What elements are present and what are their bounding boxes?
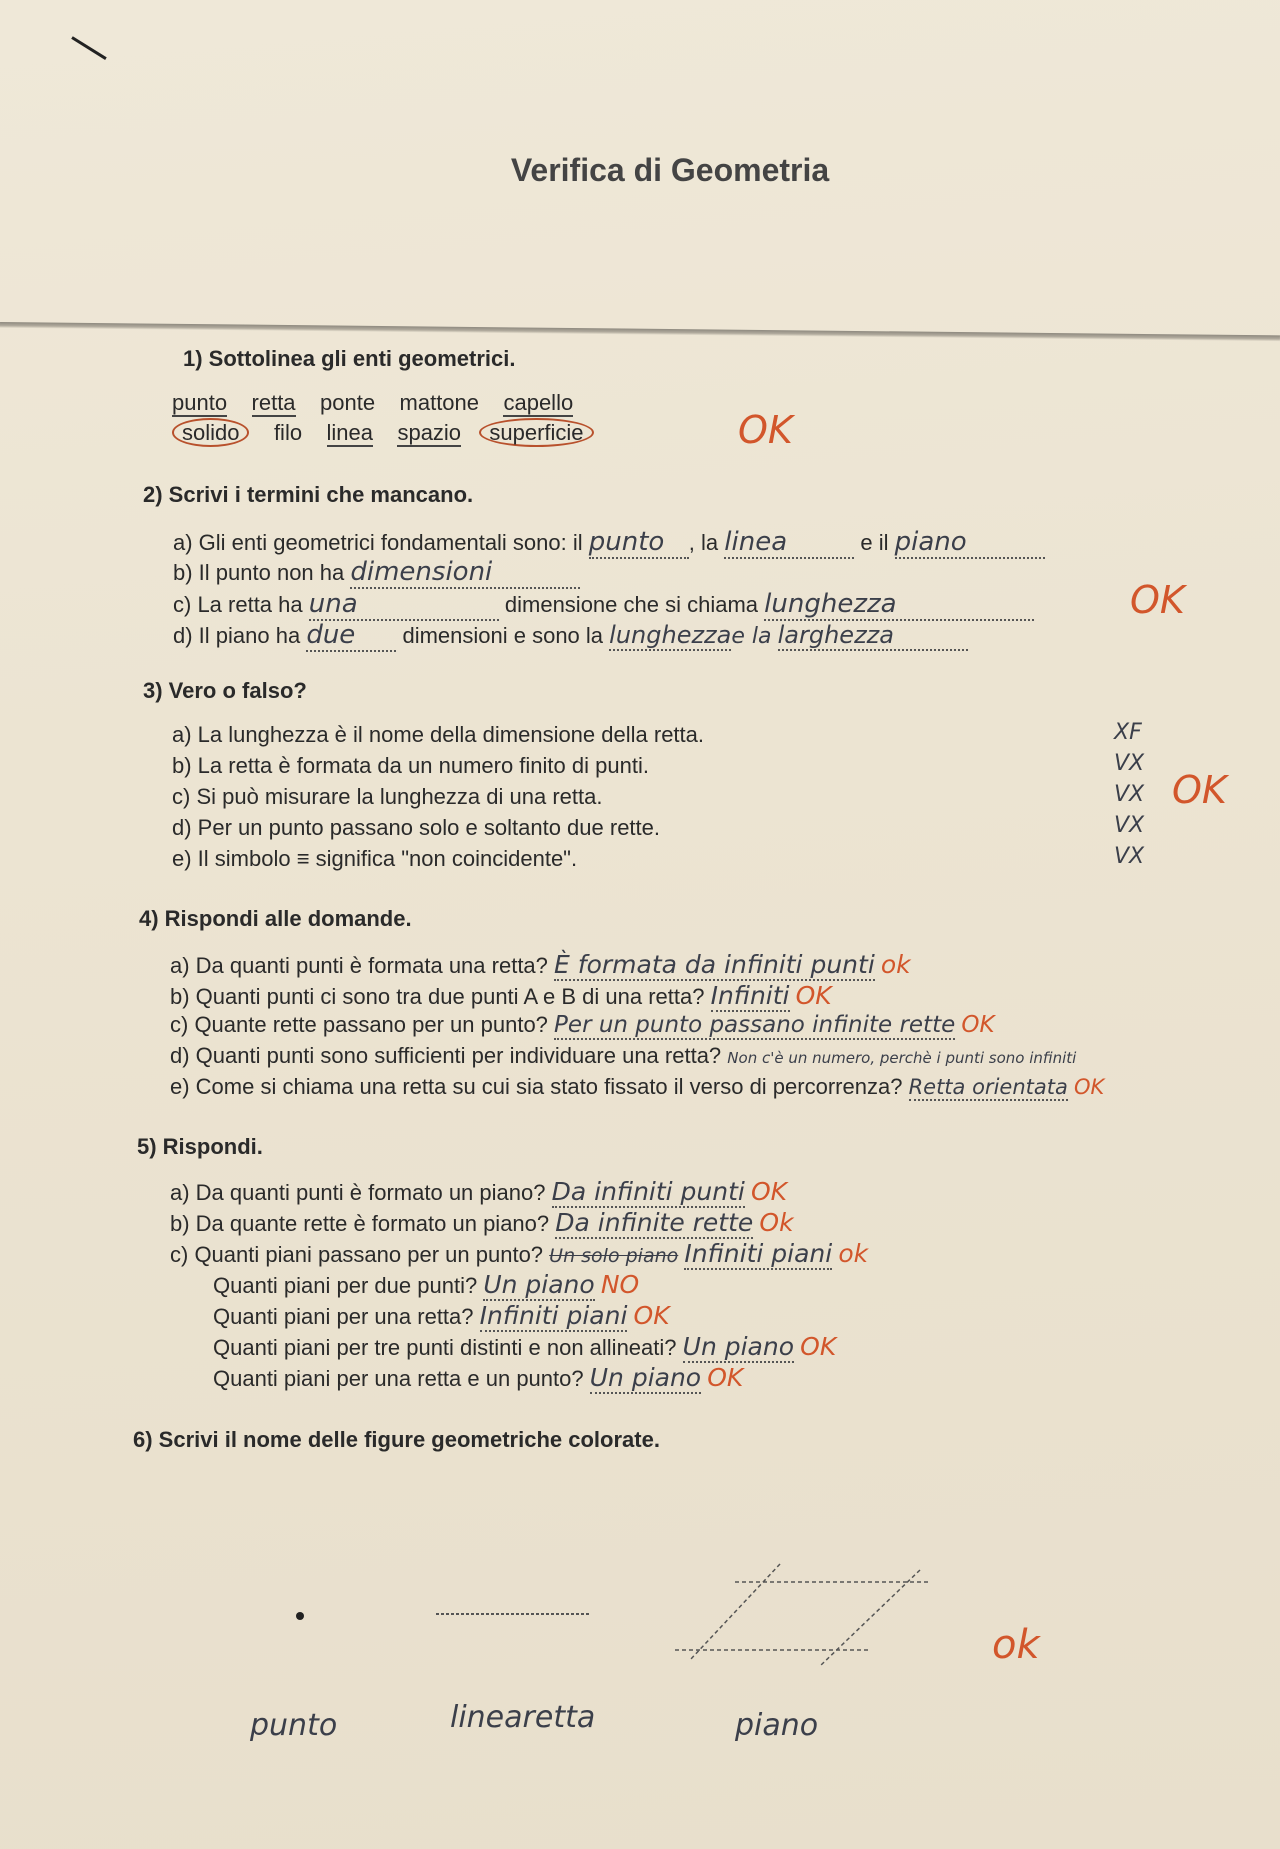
answer-field: Infiniti piani xyxy=(479,1301,628,1330)
s5-item-a: a) Da quanti punti è formato un piano? Da infiniti punti OK xyxy=(170,1177,788,1206)
answer-field: Un piano xyxy=(589,1363,702,1392)
answer-field: È formata da infiniti punti xyxy=(554,950,875,979)
word-superficie: superficie xyxy=(479,418,593,447)
paper-fold-line xyxy=(0,322,1280,341)
s2-item-b: b) Il punto non ha dimensioni xyxy=(173,557,580,589)
grade-mark: OK xyxy=(1073,1075,1105,1099)
plane-figure xyxy=(675,1564,930,1666)
answer-field: Infiniti piani xyxy=(684,1239,833,1268)
s2-grade-mark: OK xyxy=(1130,578,1185,622)
s5-item-c2: Quanti piani per una retta? Infiniti piani OK xyxy=(213,1301,670,1330)
s2-item-a: a) Gli enti geometrici fondamentali sono: il punto , la linea e il piano xyxy=(173,527,1045,559)
grade-mark: OK xyxy=(633,1301,670,1330)
answer-field: lunghezza xyxy=(764,589,1034,621)
word-ponte: ponte xyxy=(320,390,376,415)
answer-field: una xyxy=(309,589,499,621)
s5-item-b: b) Da quante rette è formato un piano? Da infinite rette Ok xyxy=(170,1208,794,1237)
answer-field: piano xyxy=(895,527,1045,559)
word-punto: punto xyxy=(172,390,228,415)
s4-item-b: b) Quanti punti ci sono tra due punti A e B di una retta? Infiniti OK xyxy=(170,981,832,1010)
answer-field: larghezza xyxy=(778,621,968,651)
answer-field: Per un punto passano infinite rette xyxy=(554,1012,956,1038)
grade-mark: OK xyxy=(750,1177,788,1206)
s2-item-d: d) Il piano ha due dimensioni e sono la lunghezzae la larghezza xyxy=(173,620,968,652)
page-title: Verifica di Geometria xyxy=(510,152,830,188)
answer-field: Da infiniti punti xyxy=(551,1177,745,1206)
s3-vf-a: XF xyxy=(1114,720,1142,745)
crossed-answer: Un solo piano xyxy=(549,1245,679,1267)
s5-item-c4: Quanti piani per una retta e un punto? Un piano OK xyxy=(213,1363,744,1392)
word-spazio: spazio xyxy=(397,420,462,445)
answer-field: dimensioni xyxy=(350,557,580,589)
figure-label-line: linearetta xyxy=(450,1700,596,1735)
word-retta: retta xyxy=(251,390,296,415)
s2-item-c: c) La retta ha una dimensione che si chiama lunghezza xyxy=(173,589,1034,621)
answer-field: punto xyxy=(589,527,689,559)
s5-item-c1: Quanti piani per due punti? Un piano NO xyxy=(213,1270,640,1299)
grade-mark: OK xyxy=(707,1363,744,1392)
figures-drawing xyxy=(0,1540,1280,1680)
answer-field: linea xyxy=(724,527,854,559)
grade-mark: NO xyxy=(600,1270,640,1299)
figure-label-plane: piano xyxy=(735,1708,819,1743)
answer-field: Retta orientata xyxy=(908,1075,1068,1099)
s3-grade-mark: OK xyxy=(1172,768,1227,812)
grade-mark: OK xyxy=(795,981,832,1010)
s5-item-c3: Quanti piani per tre punti distinti e non allineati? Un piano OK xyxy=(213,1332,837,1361)
s4-item-a: a) Da quanti punti è formata una retta? È formata da infiniti punti ok xyxy=(170,950,911,979)
s3-statement-a: a) La lunghezza è il nome della dimensione della retta. xyxy=(172,722,704,747)
s3-vf-d: VX xyxy=(1114,813,1145,838)
word-capello: capello xyxy=(503,390,574,415)
answer-field: Da infinite rette xyxy=(555,1208,754,1237)
s3-vf-b: VX xyxy=(1114,751,1145,776)
s4-item-e: e) Come si chiama una retta su cui sia stato fissato il verso di percorrenza? Retta orientata OK xyxy=(170,1074,1105,1099)
s3-vf-e: VX xyxy=(1114,844,1145,869)
grade-mark: ok xyxy=(838,1239,869,1268)
answer-field: lunghezza xyxy=(609,621,732,649)
s1-heading: 1) Sottolinea gli enti geometrici. xyxy=(183,346,516,371)
s3-statement-e: e) Il simbolo ≡ significa "non coincidente". xyxy=(172,846,578,871)
grade-mark: Ok xyxy=(759,1208,794,1237)
grade-mark: OK xyxy=(961,1012,995,1038)
word-linea: linea xyxy=(326,420,373,445)
word-mattone: mattone xyxy=(399,390,480,415)
s1-words-row1 xyxy=(172,390,573,416)
s3-statement-c: c) Si può misurare la lunghezza di una retta. xyxy=(172,784,603,809)
word-filo: filo xyxy=(273,420,303,445)
s5-item-c: c) Quanti piani passano per un punto? Un solo piano Infiniti piani ok xyxy=(170,1239,869,1268)
s3-heading: 3) Vero o falso? xyxy=(143,678,307,703)
s1-words-row2 xyxy=(172,420,594,446)
s2-heading: 2) Scrivi i termini che mancano. xyxy=(143,482,474,507)
answer-field: Non c'è un numero, perchè i punti sono infiniti xyxy=(727,1049,1077,1067)
s4-heading: 4) Rispondi alle domande. xyxy=(139,906,412,931)
s6-heading: 6) Scrivi il nome delle figure geometriche colorate. xyxy=(133,1427,660,1452)
answer-field: due xyxy=(306,620,396,652)
grade-mark: OK xyxy=(800,1332,837,1361)
grade-mark: ok xyxy=(880,950,911,979)
s3-statement-b: b) La retta è formata da un numero finito di punti. xyxy=(172,753,649,778)
check-mark xyxy=(71,36,107,60)
word-solido: solido xyxy=(172,418,249,447)
s4-item-c: c) Quante rette passano per un punto? Per un punto passano infinite rette OK xyxy=(170,1012,995,1038)
s1-grade-mark: OK xyxy=(738,408,793,452)
s6-grade-mark: ok xyxy=(992,1622,1040,1668)
figure-label-point: punto xyxy=(250,1708,338,1743)
s5-heading: 5) Rispondi. xyxy=(137,1134,263,1159)
s4-item-d: d) Quanti punti sono sufficienti per individuare una retta? Non c'è un numero, perchè i punti sono infiniti xyxy=(170,1043,1077,1068)
s3-vf-c: VX xyxy=(1114,782,1145,807)
s3-statement-d: d) Per un punto passano solo e soltanto due rette. xyxy=(172,815,660,840)
answer-field: Un piano xyxy=(682,1332,795,1361)
point-figure xyxy=(296,1612,304,1620)
answer-field: Un piano xyxy=(483,1270,595,1299)
answer-field: Infiniti xyxy=(710,981,790,1010)
